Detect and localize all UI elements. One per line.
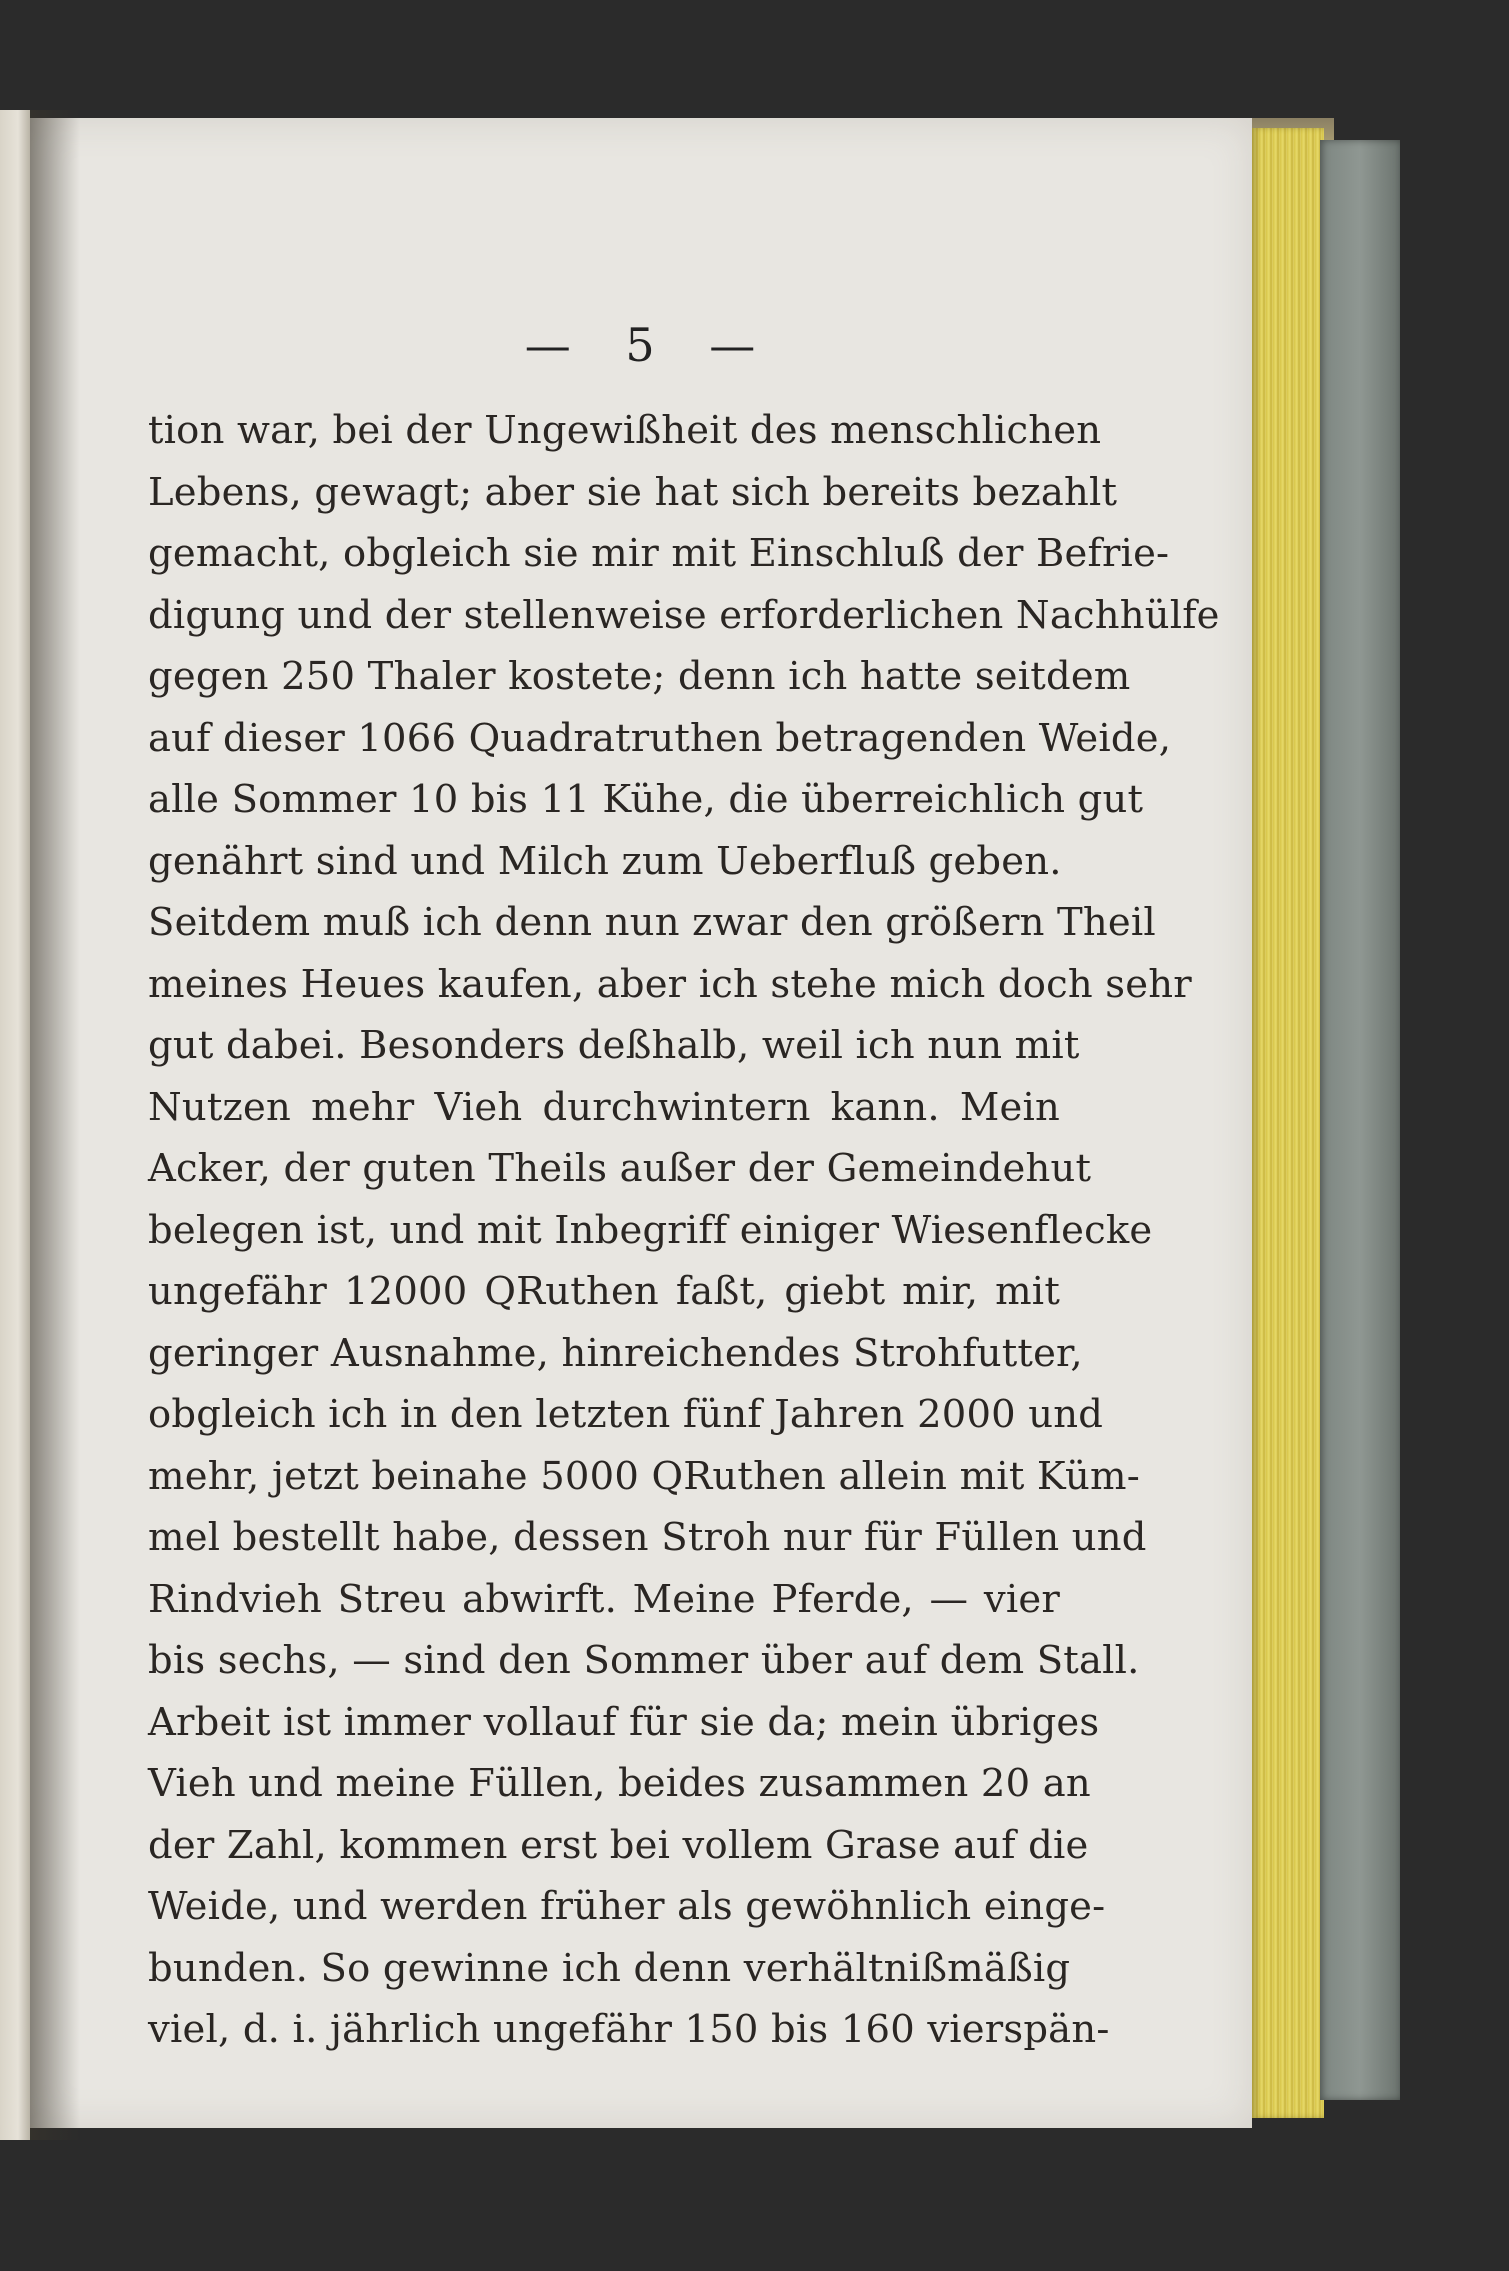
- back-cover-board: [1320, 140, 1400, 2100]
- text-line: Arbeit ist immer vollauf für sie da; mein übriges: [148, 1699, 1100, 1745]
- book-page: [30, 118, 1252, 2128]
- text-line: mehr, jetzt beinahe 5000 QRuthen allein mit Küm-: [148, 1453, 1140, 1499]
- page-number: 5: [625, 318, 657, 372]
- text-line: alle Sommer 10 bis 11 Kühe, die überreichlich gut: [148, 777, 1144, 822]
- header-dash-right: —: [709, 318, 758, 372]
- header-dash-left: —: [524, 318, 573, 372]
- text-line: belegen ist, und mit Inbegriff einiger Wiesenflecke: [148, 1207, 1153, 1253]
- text-line: digung und der stellenweise erforderlichen Nachhülfe: [148, 592, 1220, 638]
- text-line: genährt sind und Milch zum Ueberfluß geben.: [148, 838, 1062, 884]
- text-line: mel bestellt habe, dessen Stroh nur für Füllen und: [148, 1515, 1147, 1560]
- text-line: gemacht, obgleich sie mir mit Einschluß der Befrie-: [148, 531, 1170, 576]
- text-line: Seitdem muß ich denn nun zwar den größern Theil: [148, 900, 1156, 945]
- text-line: viel, d. i. jährlich ungefähr 150 bis 160 vierspän-: [148, 2007, 1110, 2052]
- text-line: bunden. So gewinne ich denn verhältnißmäßig: [148, 1945, 1071, 1991]
- text-line: ungefähr 12000 QRuthen faßt, giebt mir, mit: [148, 1269, 1060, 1314]
- text-line: Weide, und werden früher als gewöhnlich einge-: [148, 1884, 1106, 1929]
- text-line: auf dieser 1066 Quadratruthen betragenden Weide,: [148, 715, 1172, 761]
- text-line: Nutzen mehr Vieh durchwintern kann. Mein: [148, 1084, 1060, 1130]
- text-line: geringer Ausnahme, hinreichendes Strohfutter,: [148, 1330, 1083, 1376]
- left-page-edge: [0, 110, 30, 2140]
- gilt-page-edges: [1252, 128, 1324, 2118]
- text-line: der Zahl, kommen erst bei vollem Grase auf die: [148, 1822, 1089, 1868]
- text-line: Vieh und meine Füllen, beides zusammen 20 an: [148, 1761, 1091, 1806]
- text-line: Acker, der guten Theils außer der Gemeindehut: [148, 1146, 1092, 1191]
- text-line: Lebens, gewagt; aber sie hat sich bereits bezahlt: [148, 469, 1118, 515]
- text-line: meines Heues kaufen, aber ich stehe mich doch sehr: [148, 961, 1192, 1007]
- text-line: tion war, bei der Ungewißheit des menschlichen: [148, 408, 1102, 453]
- text-line: obgleich ich in den letzten fünf Jahren 2000 und: [148, 1392, 1104, 1437]
- body-text: [148, 400, 1220, 2061]
- text-line: gut dabei. Besonders deßhalb, weil ich nun mit: [148, 1023, 1080, 1068]
- text-line: bis sechs, — sind den Sommer über auf dem Stall.: [148, 1638, 1140, 1683]
- page-header: [30, 318, 1252, 372]
- gutter-shadow: [30, 110, 80, 2140]
- text-line: gegen 250 Thaler kostete; denn ich hatte seitdem: [148, 654, 1131, 699]
- text-line: Rindvieh Streu abwirft. Meine Pferde, — vier: [148, 1576, 1060, 1622]
